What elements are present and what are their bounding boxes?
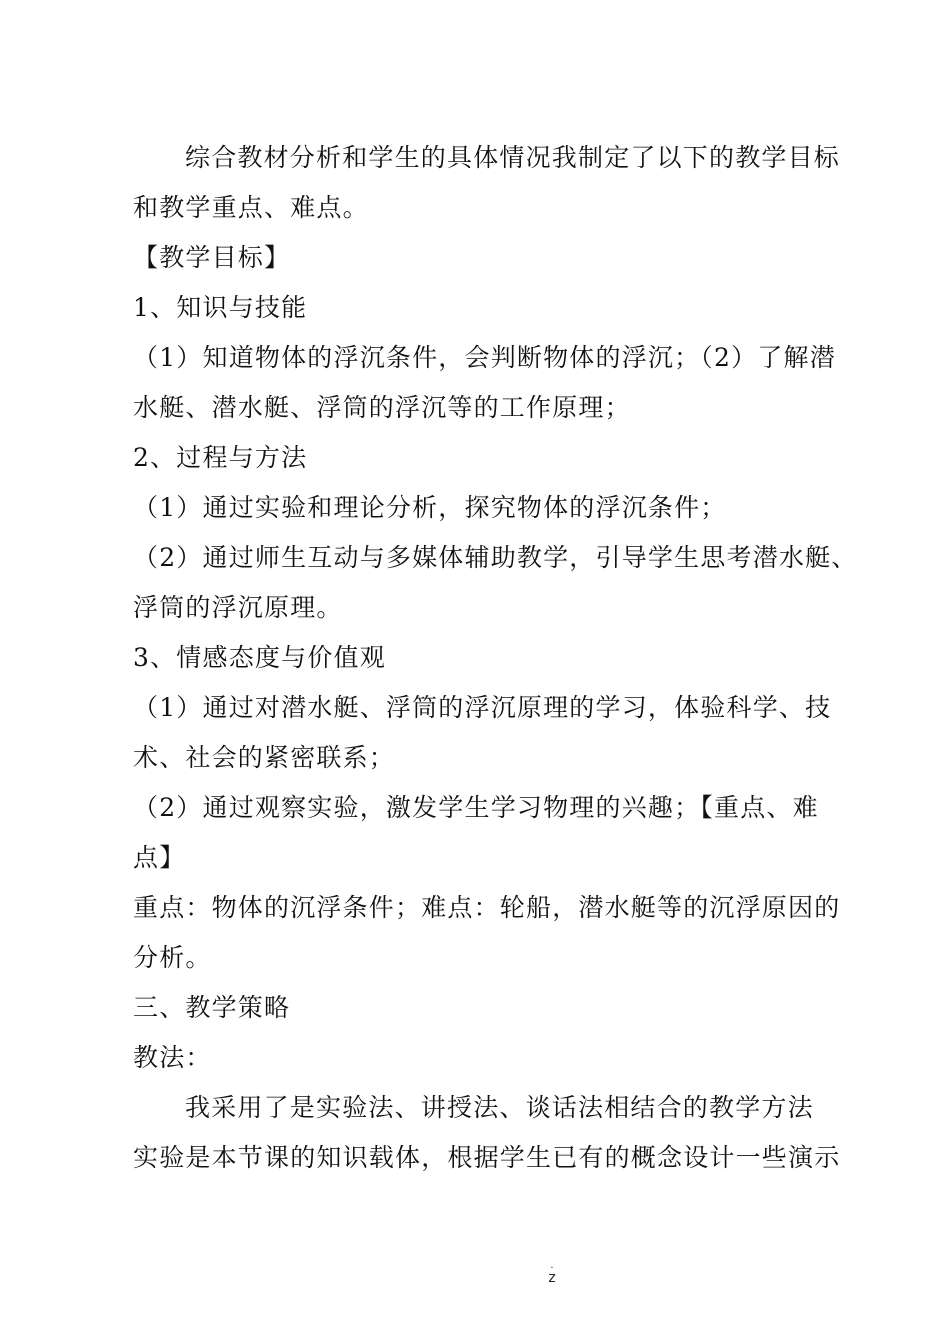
section-heading-teaching-strategy: 三、教学策略: [133, 993, 291, 1022]
text-line-8: （1）通过实验和理论分析，探究物体的浮沉条件；: [133, 493, 727, 522]
text-line-21: 实验是本节课的知识载体，根据学生已有的概念设计一些演示: [133, 1143, 841, 1172]
text-line-20: 我采用了是实验法、讲授法、谈话法相结合的教学方法: [185, 1093, 814, 1122]
text-line-2: 和教学重点、难点。: [133, 193, 369, 222]
text-line-5: （1）知道物体的浮沉条件，会判断物体的浮沉；（2）了解潜: [133, 343, 836, 372]
text-line-10: 浮筒的浮沉原理。: [133, 593, 343, 622]
text-line-9: （2）通过师生互动与多媒体辅助教学，引导学生思考潜水艇、: [133, 543, 858, 572]
text-line-1: 综合教材分析和学生的具体情况我制定了以下的教学目标: [185, 143, 841, 172]
text-line-12: （1）通过对潜水艇、浮筒的浮沉原理的学习，体验科学、技: [133, 693, 832, 722]
footer-mark: z: [548, 1270, 556, 1286]
text-line-16: 重点：物体的沉浮条件；难点：轮船，潜水艇等的沉浮原因的: [133, 893, 841, 922]
document-body: [133, 133, 858, 1183]
text-line-13: 术、社会的紧密联系；: [133, 743, 396, 772]
text-line-6: 水艇、潜水艇、浮筒的浮沉等的工作原理；: [133, 393, 631, 422]
page-footer: [542, 1262, 562, 1286]
subheading-knowledge-skills: 1、知识与技能: [133, 293, 308, 322]
text-line-17: 分析。: [133, 943, 212, 972]
section-heading-teaching-goals: 【教学目标】: [133, 243, 291, 272]
subheading-process-methods: 2、过程与方法: [133, 443, 308, 472]
footer-dot: .: [550, 1260, 554, 1271]
subheading-teaching-methods: 教法：: [133, 1043, 212, 1072]
text-line-15: 点】: [133, 843, 186, 872]
text-line-14: （2）通过观察实验，激发学生学习物理的兴趣；【重点、难: [133, 793, 819, 822]
subheading-emotion-values: 3、情感态度与价值观: [133, 643, 386, 672]
